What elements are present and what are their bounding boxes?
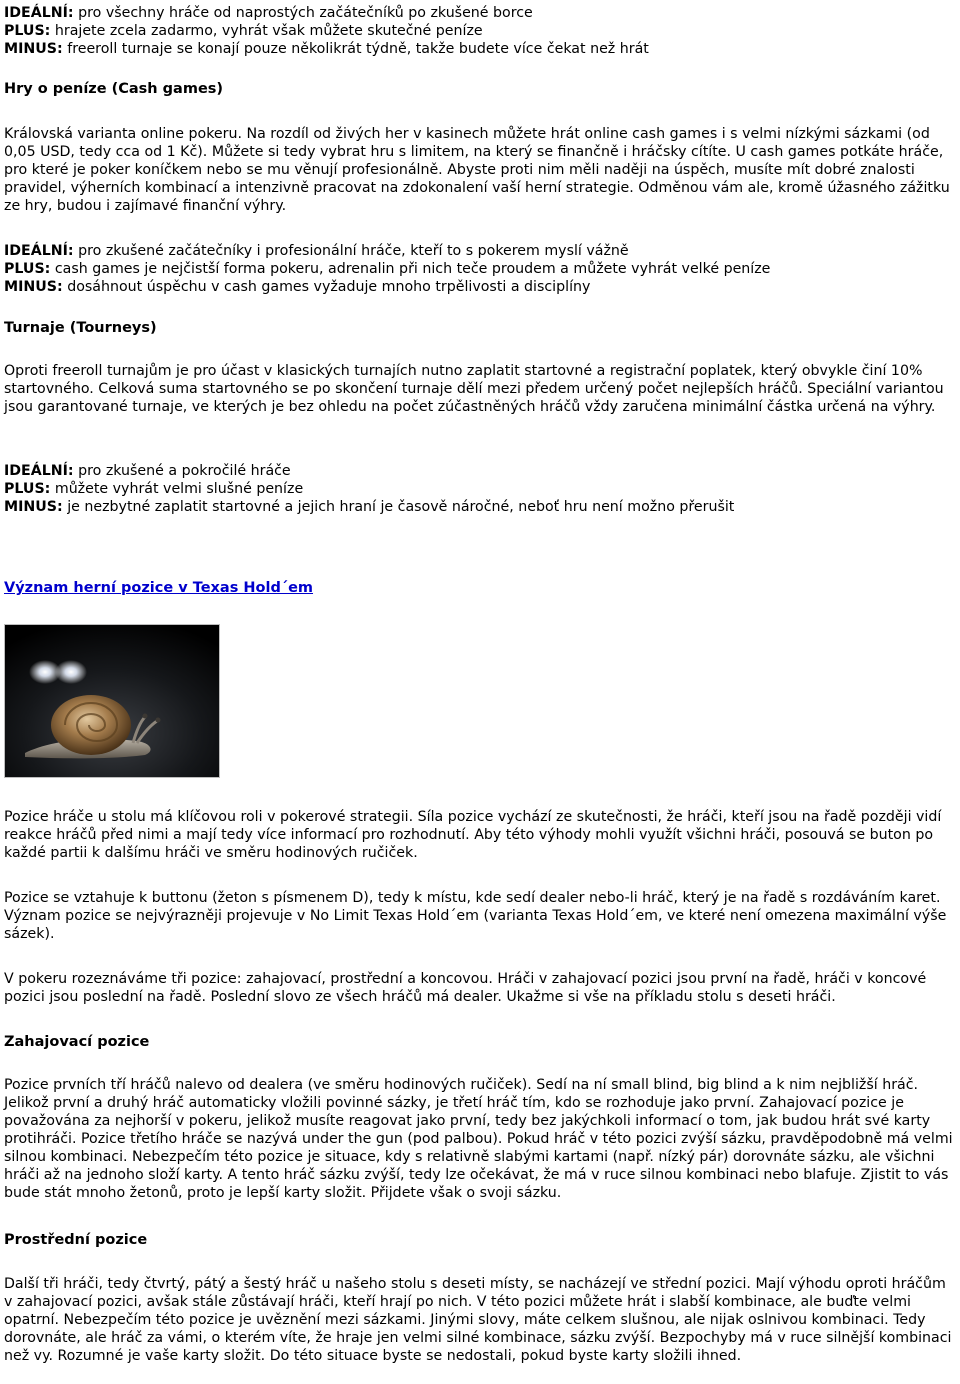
ideal-label: IDEÁLNÍ: [4, 243, 74, 259]
plus-label: PLUS: [4, 261, 51, 277]
minus-label: MINUS: [4, 279, 63, 295]
middle-position-heading: Prostřední pozice [4, 1232, 148, 1248]
ideal-label: IDEÁLNÍ: [4, 5, 74, 21]
plus-text: hrajete zcela zadarmo, vyhrát však můžete skutečné peníze [50, 23, 483, 39]
minus-text: dosáhnout úspěchu v cash games vyžaduje mnoho trpělivosti a disciplíny [62, 279, 591, 295]
tourneys-heading: Turnaje (Tourneys) [4, 320, 157, 336]
plus-text: můžete vyhrát velmi slušné peníze [50, 481, 304, 497]
position-paragraph-1: Pozice hráče u stolu má klíčovou roli v pokerové strategii. Síla pozice vychází ze skutečnosti, že hráči, kteří jsou na řadě později vidí reakce hráčů před nimi a mají tedy více informací pro rozhodnutí. Aby této výhody mohli využít všichni hráči, posouvá se buton po každé partii k dalšímu hráči ve směru hodinových ručiček. [4, 809, 942, 861]
middle-position-paragraph: Další tři hráči, tedy čtvrtý, pátý a šestý hráč u našeho stolu s deseti místy, se nacházejí ve střední pozici. Mají výhodu oproti hráčům v zahajovací pozici, avšak stále zůstávají hráči, kteří hrají po nich. V této pozici můžete hrát i slabší kombinace, ale buďte velmi opatrní. Nebezpečím této pozice je uvěznění mezi sázkami. Jinými slovy, máte celkem slušnou, ale nijak oslnivou kombinaci. Tedy dorovnáte, ale hráč za vámi, o kterém víte, že hraje jen velmi silné kombinace, sázku zvýší. Bezpochyby má v ruce silnější kombinaci než vy. Rozumné je vaše karty složit. Do této situace byste se nedostali, pokud byste karty složili ihned. [4, 1276, 952, 1364]
tourneys-paragraph: Oproti freeroll turnajům je pro účast v klasických turnajích nutno zaplatit startovné a registrační poplatek, který obvykle činí 10% startovného. Celková suma startovného se po skončení turnaje dělí mezi předem určený počet nejlepších hráčů. Speciální variantou jsou garantované turnaje, ve kterých je bez ohledu na počet zúčastněných hráčů vždy zaručena minimální částka určená na výhry. [4, 363, 944, 415]
freeroll-minus-line [4, 40, 956, 58]
freeroll-summary [4, 4, 956, 58]
minus-label: MINUS: [4, 41, 63, 57]
ideal-text: pro zkušené začátečníky i profesionální hráče, kteří to s pokerem myslí vážně [73, 243, 629, 259]
snail-illustration [5, 625, 220, 778]
plus-text: cash games je nejčistší forma pokeru, adrenalin při nich teče proudem a můžete vyhrát velké peníze [50, 261, 771, 277]
minus-text: je nezbytné zaplatit startovné a jejich hraní je časově náročné, neboť hru není možno přerušit [62, 499, 735, 515]
position-paragraph-2: Pozice se vztahuje k buttonu (žeton s písmenem D), tedy k místu, kde sedí dealer nebo-li hráč, který je na řadě s rozdáváním karet. Význam pozice se nejvýrazněji projevuje v No Limit Texas Hold´em (varianta Texas Hold´em, ve které není omezena maximální výše sázek). [4, 890, 947, 942]
cash-games-paragraph: Královská varianta online pokeru. Na rozdíl od živých her v kasinech můžete hrát online cash games i s velmi nízkými sázkami (od 0,05 USD, tedy cca od 1 Kč). Můžete si tedy vybrat hru s limitem, na který se finančně i hráčsky cítíte. U cash games potkáte hráče, pro které je poker koníčkem nebo se mu věnují profesionálně. Abyste proti nim měli naději na úspěch, musíte mít dobré znalosti pravidel, výherních kombinací a intenzivně pracovat na zdokonalení vaší herní strategie. Odměnou vám ale, kromě úžasného zážitku ze hry, budou i zajímavé finanční výhry. [4, 126, 950, 214]
tourneys-summary [4, 462, 956, 516]
position-article-link[interactable]: Význam herní pozice v Texas Hold´em [4, 580, 314, 596]
early-position-paragraph: Pozice prvních tří hráčů nalevo od dealera (ve směru hodinových ručiček). Sedí na ní small blind, big blind a k nim nejbližší hráč. Jelikož první a druhý hráč automaticky vložili povinné sázky, je třetí hráč tím, kdo se rozhoduje jako první. Zahajovací pozice je považována za nejhorší v pokeru, jelikož musíte reagovat jako první, tedy bez jakýchkoli informací o tom, jak budou hrát své karty protihráči. Pozice třetího hráče se nazývá under the gun (pod palbou). Pokud hráč v této pozici zvýší sázku, pravděpodobně má velmi silnou kombinaci. Nebezpečím této pozice je situace, kdy s relativně slabými kartami (např. nízký pár) dorovnáte sázku, ale všichni hráči až na jednoho složí karty. A tento hráč sázku zvýší, tedy lze očekávat, že má v ruce silnou kombinaci nebo blafuje. Zjistit to vás bude stát mnoho žetonů, proto je lepší karty složit. Přijdete však o svoji sázku. [4, 1077, 953, 1201]
tourneys-minus-line [4, 498, 956, 516]
cash-summary [4, 242, 956, 296]
minus-label: MINUS: [4, 499, 63, 515]
plus-label: PLUS: [4, 481, 51, 497]
cash-games-heading: Hry o peníze (Cash games) [4, 81, 224, 97]
position-paragraph-3: V pokeru rozeznáváme tři pozice: zahajovací, prostřední a koncovou. Hráči v zahajovací pozici jsou první na řadě, hráči v koncové pozici jsou poslední na řadě. Poslední slovo ze všech hráčů má dealer. Ukažme si vše na příkladu stolu s deseti hráči. [4, 971, 927, 1005]
tourneys-plus-line [4, 480, 956, 498]
snail-photo [4, 624, 220, 778]
minus-text: freeroll turnaje se konají pouze několikrát týdně, takže budete více čekat než hrát [62, 41, 649, 57]
freeroll-ideal-line [4, 4, 956, 22]
ideal-text: pro všechny hráče od naprostých začátečníků po zkušené borce [73, 5, 533, 21]
early-position-heading: Zahajovací pozice [4, 1034, 150, 1050]
plus-label: PLUS: [4, 23, 51, 39]
tourneys-ideal-line [4, 462, 956, 480]
ideal-text: pro zkušené a pokročilé hráče [73, 463, 291, 479]
freeroll-plus-line [4, 22, 956, 40]
ideal-label: IDEÁLNÍ: [4, 463, 74, 479]
cash-ideal-line [4, 242, 956, 260]
cash-plus-line [4, 260, 956, 278]
cash-minus-line [4, 278, 956, 296]
